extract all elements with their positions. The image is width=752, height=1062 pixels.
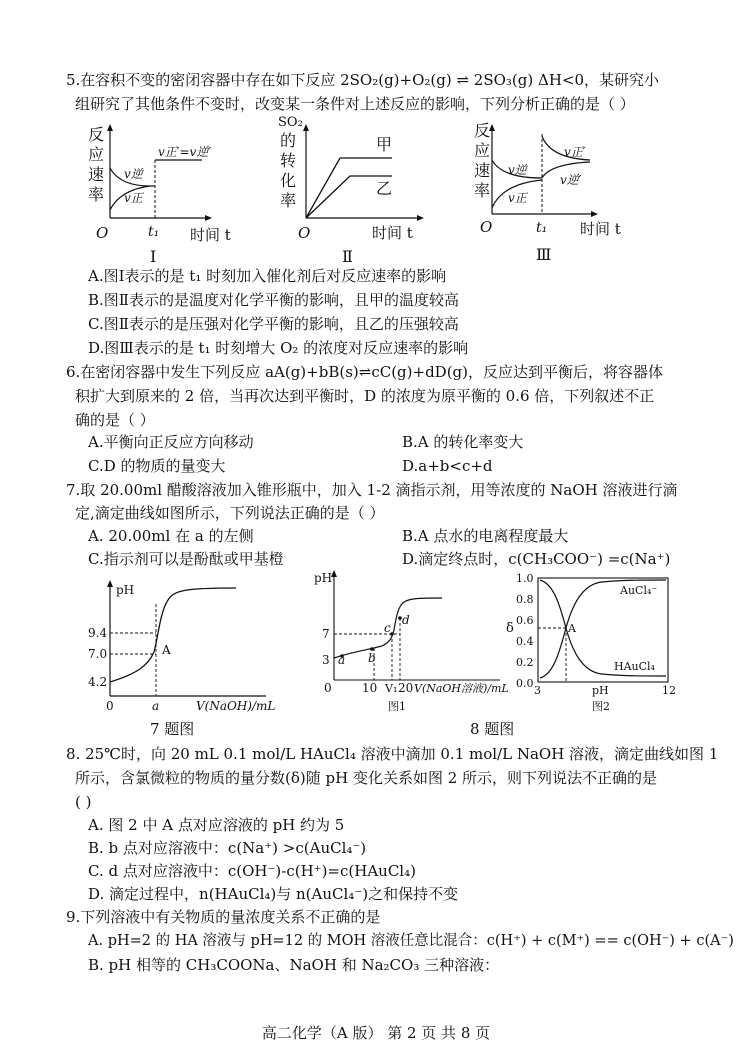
q6-option-c: C.D 的物质的量变大 <box>88 457 226 475</box>
fig3-ylabel-4: 率 <box>474 181 491 200</box>
fig3-origin: O <box>480 218 493 236</box>
fig1-ylabel-3: 速 <box>88 165 105 184</box>
fig3-caption: Ⅲ <box>536 245 552 264</box>
q8g2-caption: 图2 <box>592 700 610 713</box>
q9-option-b: B. pH 相等的 CH₃COONa、NaOH 和 Na₂CO₃ 三种溶液： <box>88 956 500 974</box>
fig1-ylabel-2: 应 <box>88 145 105 164</box>
fig3-ylabel-1: 反 <box>474 121 491 140</box>
fig1-ylabel-1: 反 <box>88 125 105 144</box>
q8g1-y7: 7 <box>322 627 330 641</box>
q6-stem-line2: 积扩大到原来的 2 倍，当再次达到平衡时，D 的浓度为原平衡的 0.6 倍，下列叙述不正 <box>75 387 655 405</box>
q8g1-ylabel: pH <box>314 571 333 585</box>
q7-point-a-label: A <box>162 643 171 657</box>
q8-option-b: B. b 点对应溶液中：c(Na⁺) >c(AuCl₄⁻) <box>88 839 367 857</box>
q8-stem-line1: 8. 25℃时，向 20 mL 0.1 mol/L HAuCl₄ 溶液中滴加 0.1 mol/L NaOH 溶液，滴定曲线如图 1 <box>66 745 719 763</box>
fig2-ylabel-1: 的 <box>280 131 297 150</box>
fig2-yi-label: 乙 <box>376 179 393 198</box>
q8-option-c: C. d 点对应溶液中：c(OH⁻)-c(H⁺)=c(HAuCl₄) <box>88 862 416 880</box>
q8g2-series2: HAuCl₄ <box>614 660 655 673</box>
q8g1-a: a <box>338 653 346 667</box>
q7-y-4-2: 4.2 <box>88 675 108 689</box>
fig3-t1: t₁ <box>536 220 548 236</box>
fig3-ylabel-3: 速 <box>474 161 491 180</box>
q7-y-9-4: 9.4 <box>88 626 108 640</box>
fig1-xlabel: 时间 t <box>190 226 231 244</box>
q8g1-c: c <box>384 621 391 635</box>
q7-titration-curve <box>110 588 236 682</box>
q8g1-xV1: V₁ <box>385 682 398 695</box>
q6-stem-line1: 6.在密闭容器中发生下列反应 aA(g)+bB(s)⇌cC(g)+dD(g)，反应达到平衡后，将容器体 <box>66 363 664 381</box>
q7-x-a: a <box>152 699 160 713</box>
q5-option-d: D.图Ⅲ表示的是 t₁ 时刻增大 O₂ 的浓度对反应速率的影响 <box>88 339 469 357</box>
q7-titration-figure <box>86 576 296 712</box>
q8g2-t04: 0.4 <box>516 635 534 648</box>
fig1-caption: Ⅰ <box>150 247 157 266</box>
q5-stem-line2: 组研究了其他条件不变时，改变某一条件对上述反应的影响，下列分析正确的是（ ） <box>75 95 635 113</box>
fig2-caption: Ⅱ <box>342 247 353 266</box>
fig1-ylabel-4: 率 <box>88 185 105 204</box>
q9-stem: 9.下列溶液中有关物质的量浓度关系不正确的是 <box>66 908 381 926</box>
page-footer: 高二化学（A 版） 第 2 页 共 8 页 <box>261 1024 491 1042</box>
fig3-ylabel-2: 应 <box>474 141 491 160</box>
q8g2-t08: 0.8 <box>516 593 534 606</box>
q6-option-a: A.平衡向正反应方向移动 <box>88 433 254 451</box>
q8g2-point-a: A <box>568 622 576 635</box>
q8g1-b: b <box>368 651 376 665</box>
q8-stem-line2: 所示，含氯微粒的物质的量分数(δ)随 pH 变化关系如图 2 所示，则下列说法不正确的是 <box>75 769 658 787</box>
q8-option-d: D. 滴定过程中，n(HAuCl₄)与 n(AuCl₄⁻)之和保持不变 <box>88 885 459 903</box>
q7-option-a: A. 20.00ml 在 a 的左侧 <box>88 527 254 545</box>
q8g2-x3: 3 <box>534 684 541 697</box>
fig2-ylabel-2: 转 <box>280 151 297 170</box>
q5-option-a: A.图Ⅰ表示的是 t₁ 时刻加入催化剂后对反应速率的影响 <box>88 267 447 285</box>
q8g2-t10: 1.0 <box>516 572 534 585</box>
q8g1-x20: 20 <box>398 681 414 695</box>
q8g1-origin: 0 <box>324 681 332 695</box>
fig3-vfwd-label: v正 <box>508 191 527 205</box>
q7-xlabel: V(NaOH)/mL <box>196 699 276 713</box>
q8g2-x12: 12 <box>662 684 676 697</box>
q7-stem-line1: 7.取 20.00ml 醋酸溶液加入锥形瓶中，加入 1-2 滴指示剂，用等浓度的 NaOH 溶液进行滴 <box>66 481 678 499</box>
fig1-vrev-label: v逆 <box>124 167 143 181</box>
q8g2-t06: 0.6 <box>516 614 534 627</box>
q8g2-series1: AuCl₄⁻ <box>620 584 658 597</box>
q5-figure-1 <box>80 118 250 268</box>
q8-stem-line3: ( ) <box>75 793 92 811</box>
q7-option-c: C.指示剂可以是酚酞或甲基橙 <box>88 550 284 568</box>
q5-stem-line1: 5.在容积不变的密闭容器中存在如下反应 2SO₂(g)+O₂(g) ⇌ 2SO₃(g) ΔH<0，某研究小 <box>66 71 660 89</box>
fig2-ylabel-4: 率 <box>280 191 297 210</box>
q6-option-b: B.A 的转化率变大 <box>402 433 524 451</box>
fig3-vfwd2-label: v正′ <box>564 145 586 159</box>
q8g1-y3: 3 <box>322 653 330 667</box>
q8-option-a: A. 图 2 中 A 点对应溶液的 pH 约为 5 <box>88 816 345 834</box>
q7-option-d: D.滴定终点时，c(CH₃COO⁻) =c(Na⁺) <box>402 550 671 568</box>
q8g1-d: d <box>402 613 410 627</box>
fig3-vrev-label: v逆 <box>508 163 527 177</box>
fig2-jia-label: 甲 <box>376 135 393 154</box>
q7-ylabel: pH <box>116 583 135 597</box>
fig1-t1: t₁ <box>148 224 160 240</box>
q6-stem-line3: 确的是（ ） <box>75 411 155 429</box>
q6-option-d: D.a+b<c+d <box>402 457 493 475</box>
q7-origin: 0 <box>106 699 114 713</box>
q5-figure-3 <box>468 118 648 268</box>
q5-figure-2 <box>270 112 440 268</box>
q8g2-t00: 0.0 <box>516 677 534 690</box>
q8g1-caption: 图1 <box>388 700 406 713</box>
fig1-vfwd-label: v正 <box>124 191 143 205</box>
fig2-ylabel-3: 化 <box>280 171 297 190</box>
q8g2-xph: pH <box>592 684 609 697</box>
q8g1-x10: 10 <box>362 681 378 695</box>
q8-figure-caption: 8 题图 <box>470 720 515 738</box>
q7-y-7-0: 7.0 <box>88 647 108 661</box>
fig2-origin: O <box>298 224 311 242</box>
q8-figure-2 <box>502 570 702 716</box>
q7-option-b: B.A 点水的电离程度最大 <box>402 527 569 545</box>
q5-option-c: C.图Ⅱ表示的是压强对化学平衡的影响，且乙的压强较高 <box>88 315 459 333</box>
fig1-veq-label: v正′=v逆′ <box>158 145 212 159</box>
fig3-xlabel: 时间 t <box>580 220 621 238</box>
fig1-origin: O <box>96 224 109 242</box>
q9-option-a: A. pH=2 的 HA 溶液与 pH=12 的 MOH 溶液任意比混合：c(H⁺) + c(M⁺) == c(OH⁻) + c(A⁻) <box>88 933 734 949</box>
q8-figure-1 <box>312 568 517 716</box>
q5-option-b: B.图Ⅱ表示的是温度对化学平衡的影响，且甲的温度较高 <box>88 291 459 309</box>
q7-stem-line2: 定,滴定曲线如图所示，下列说法正确的是（ ） <box>75 504 385 522</box>
q8g2-ylabel: δ <box>506 621 514 636</box>
q7-caption: 7 题图 <box>150 720 195 738</box>
fig2-xlabel: 时间 t <box>372 224 413 242</box>
q8g2-t02: 0.2 <box>516 656 534 669</box>
fig3-vrev2-label: v逆′ <box>560 173 582 187</box>
fig2-top-label: SO₂ <box>278 115 303 130</box>
q8g1-xlabel: V(NaOH溶液)/mL <box>414 682 509 695</box>
